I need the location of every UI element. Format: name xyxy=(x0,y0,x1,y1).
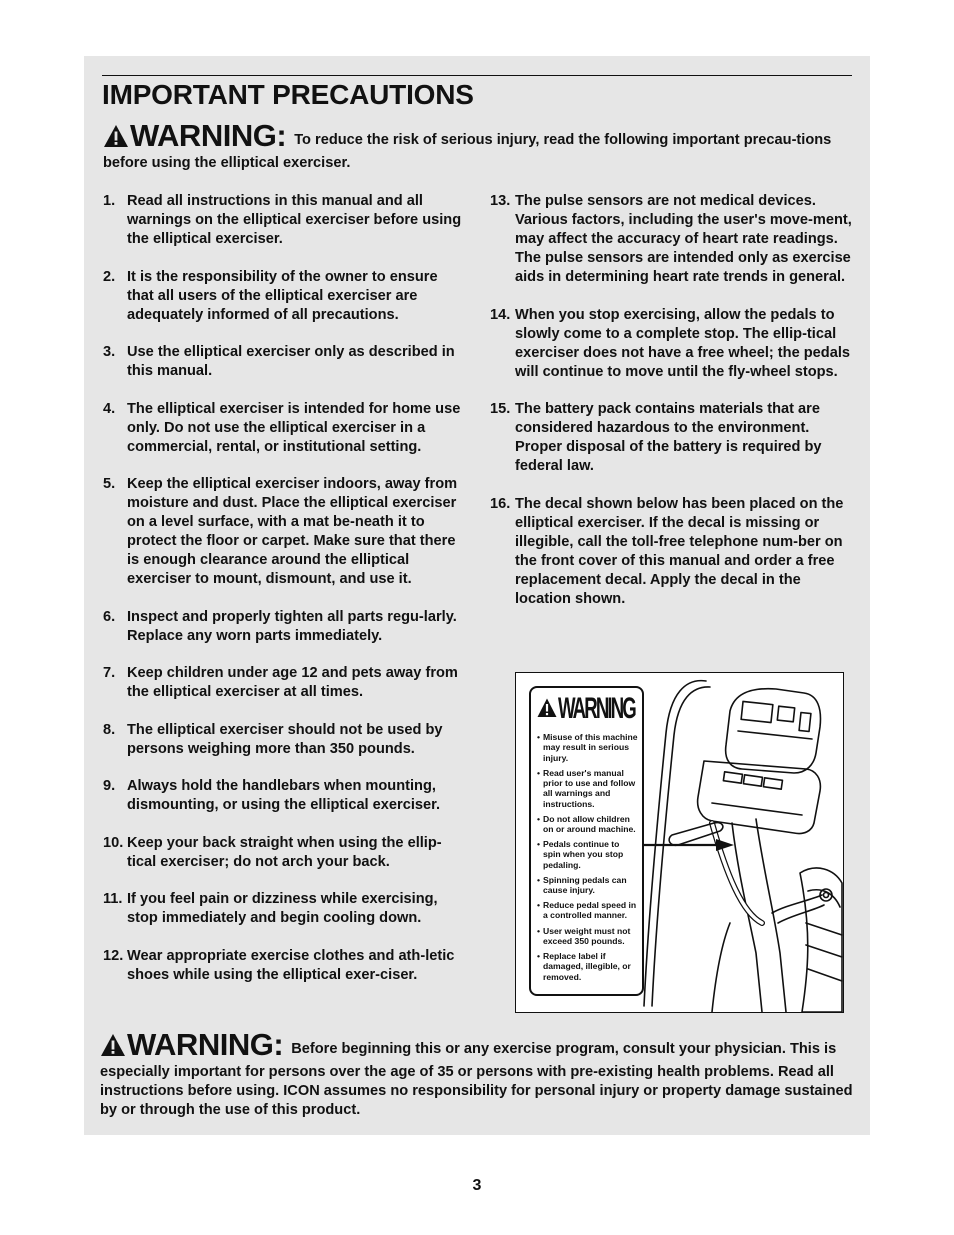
precaution-text: When you stop exercising, allow the pedals to slowly come to a complete stop. The ellip-tical exerciser does not have a free wheel; the pedals will continue to move until the fly-wheel stops. xyxy=(515,306,850,380)
decal-warning-item: • Replace label if damaged, illegible, or removed. xyxy=(537,951,639,982)
precaution-number: 8. xyxy=(103,721,116,738)
precaution-item xyxy=(490,192,855,287)
precaution-item xyxy=(103,721,465,759)
decal-title: WARNING xyxy=(558,692,635,725)
precaution-text: The battery pack contains materials that are considered hazardous to the environment. Proper disposal of the battery is required by federal law. xyxy=(515,401,822,474)
precaution-item xyxy=(490,400,855,476)
page-title: IMPORTANT PRECAUTIONS xyxy=(102,79,474,110)
precaution-text: Keep your back straight when using the ellip-tical exerciser; do not arch your back. xyxy=(127,834,442,870)
precaution-number: 2. xyxy=(103,268,116,285)
precaution-item xyxy=(103,192,465,249)
precaution-item xyxy=(103,400,465,457)
precaution-text: Keep children under age 12 and pets away from the elliptical exerciser at all times. xyxy=(127,665,458,700)
precaution-text: It is the responsibility of the owner to ensure that all users of the elliptical exerciser are adequately informed of all precautions. xyxy=(127,268,438,323)
precaution-number: 10. xyxy=(103,834,124,851)
decal-warning-item: • Pedals continue to spin when you stop pedaling. xyxy=(537,839,639,870)
warning-intro xyxy=(103,118,833,173)
warning-triangle-icon xyxy=(100,1033,126,1063)
precaution-item xyxy=(103,890,465,928)
page-number: 3 xyxy=(472,1177,482,1194)
precaution-item xyxy=(103,834,465,872)
precaution-item xyxy=(103,343,465,381)
precaution-item xyxy=(103,664,465,702)
top-divider xyxy=(102,75,852,76)
precaution-number: 7. xyxy=(103,665,116,681)
precaution-number: 13. xyxy=(490,193,511,209)
precaution-text: Read all instructions in this manual and all warnings on the elliptical exerciser before using the elliptical exerciser. xyxy=(127,193,462,247)
precaution-text: Use the elliptical exerciser only as described in this manual. xyxy=(127,344,455,379)
precaution-number: 15. xyxy=(490,401,511,417)
precaution-number: 4. xyxy=(103,400,116,417)
warning-physician-text: Before beginning this or any exercise program, consult your physician. This is especially important for persons over the age of 35 or persons with pre-existing health problems. Read all instructions before using. ICON assumes no responsibility for personal injury or property damage sustained by or through the use of this product. xyxy=(100,1041,853,1118)
decal-warning-item: • Reduce pedal speed in a controlled manner. xyxy=(537,900,639,921)
decal-illustration xyxy=(515,672,844,1013)
precaution-text: The elliptical exerciser is intended for home use only. Do not use the elliptical exerciser in a commercial, rental, or institutional setting. xyxy=(127,400,461,455)
precaution-text: The pulse sensors are not medical devices. Various factors, including the user's move-ment, may affect the accuracy of heart rate readings. The pulse sensors are intended only as exercise aids in determining heart rate trends in general. xyxy=(515,193,852,285)
precaution-number: 3. xyxy=(103,344,116,360)
warning-triangle-icon xyxy=(103,124,129,154)
warning-decal xyxy=(529,686,644,996)
decal-warning-item: • Spinning pedals can cause injury. xyxy=(537,875,639,896)
precaution-text: Inspect and properly tighten all parts regu-larly. Replace any worn parts immediately. xyxy=(127,608,457,644)
decal-warning-item: • User weight must not exceed 350 pounds. xyxy=(537,926,639,947)
precaution-text: The elliptical exerciser should not be used by persons weighing more than 350 pounds. xyxy=(127,721,443,757)
decal-warnings-list xyxy=(537,732,639,987)
decal-warning-item: • Misuse of this machine may result in serious injury. xyxy=(537,732,639,763)
decal-warning-item: • Do not allow children on or around machine. xyxy=(537,814,639,835)
precaution-item xyxy=(490,495,855,609)
warning-physician xyxy=(100,1027,855,1120)
warning-triangle-icon xyxy=(537,698,557,718)
precaution-item xyxy=(103,777,465,815)
warning-intro-text: To reduce the risk of serious injury, read the following important precau-tions before using the elliptical exerciser. xyxy=(103,132,832,171)
warning-heading: WARNING: xyxy=(127,1027,284,1062)
precaution-number: 11. xyxy=(103,891,123,907)
precaution-text: Always hold the handlebars when mounting, dismounting, or using the elliptical exerciser. xyxy=(127,778,441,813)
precaution-text: Keep the elliptical exerciser indoors, away from moisture and dust. Place the elliptical exerciser on a level surface, with a mat be-neath it to protect the floor or carpet. Make sure that there is enough clearance around the elliptical exerciser to mount, dismount, and use it. xyxy=(127,476,458,587)
precaution-number: 12. xyxy=(103,947,124,964)
precaution-text: If you feel pain or dizziness while exercising, stop immediately and begin cooling down. xyxy=(127,891,438,926)
precaution-number: 9. xyxy=(103,778,116,794)
precaution-item xyxy=(103,268,465,325)
precaution-item xyxy=(103,947,465,985)
warning-heading: WARNING: xyxy=(130,118,287,153)
precaution-number: 14. xyxy=(490,306,511,323)
decal-warning-item: • Read user's manual prior to use and follow all warnings and instructions. xyxy=(537,768,639,809)
precautions-list-right xyxy=(490,192,855,627)
precaution-number: 1. xyxy=(103,193,116,209)
precautions-list-left xyxy=(103,192,465,1003)
precaution-item xyxy=(490,306,855,382)
precaution-item xyxy=(103,608,465,646)
precaution-number: 5. xyxy=(103,476,116,492)
precaution-number: 6. xyxy=(103,608,116,625)
precaution-item xyxy=(103,475,465,589)
precaution-number: 16. xyxy=(490,495,511,512)
precaution-text: The decal shown below has been placed on the elliptical exerciser. If the decal is missing or illegible, call the toll-free telephone num-ber on the front cover of this manual and order a free replacement decal. Apply the decal in the location shown. xyxy=(515,495,844,607)
precaution-text: Wear appropriate exercise clothes and ath-letic shoes while using the elliptical exer-ciser. xyxy=(127,947,455,983)
